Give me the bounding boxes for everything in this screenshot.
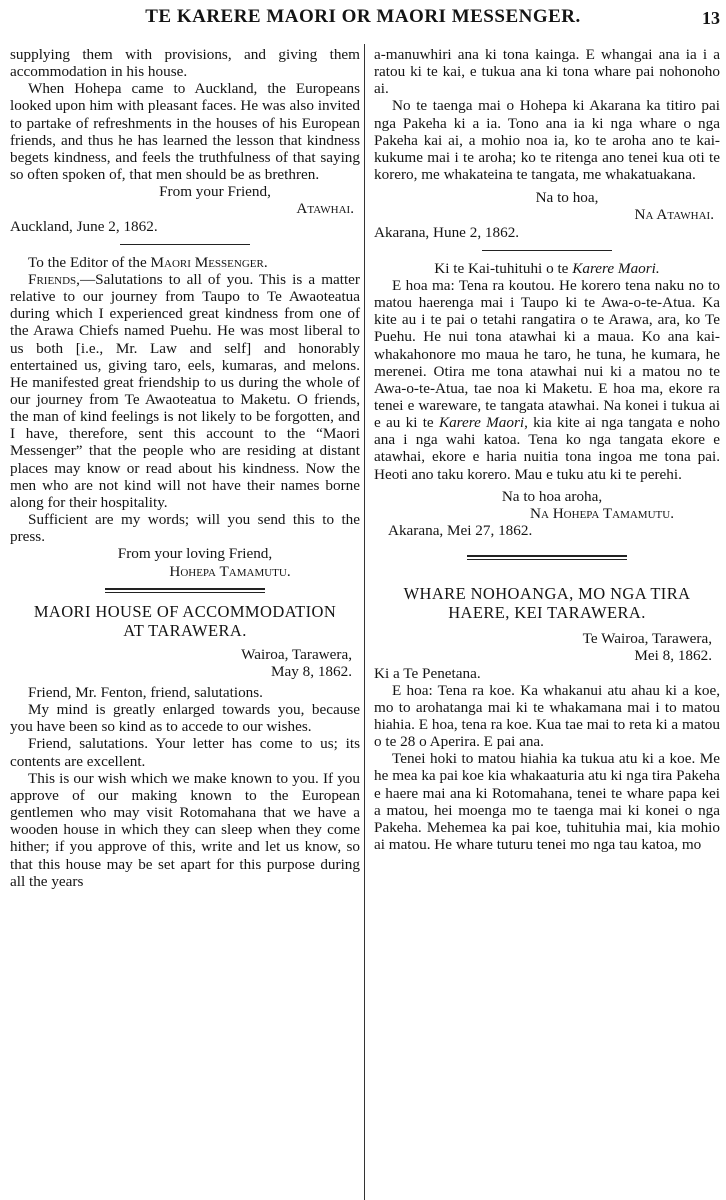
letter-paragraph: Friend, salutations. Your letter has come to us; its contents are excellent.	[10, 735, 360, 770]
salutation: Friends,	[28, 270, 80, 288]
section-rule	[120, 244, 250, 245]
section-double-rule	[105, 588, 265, 593]
date-line: Mei 8, 1862.	[634, 647, 712, 665]
continued-paragraph: supplying them with provisions, and giving them accommodation in his house.	[10, 46, 360, 81]
english-column	[10, 46, 360, 890]
signoff-line: From your loving Friend,	[117, 545, 273, 563]
date-line: May 8, 1862.	[271, 662, 352, 680]
letter-body: E hoa ma: Tena ra koutou. He korero tena naku no to matou haerenga mai i Taupo ki te Awa-o-te-Atua. Ka kite au i te pai o tetahi rangatira o te Arawa, ara, ko Te Puehu. He nui tona atawhai ki a maua. Ko ana kai-whakahonore mo maua he taro, he tuna, he kumara, he merenei. Otira me tona atawhai nui ki a matou no te Awa-o-te-Atua, tae noa ki Maketu. E hoa ma, ekore ra tenei e wareware, te tangata atawhai. Na konei i tukua ai e au ki te Karere Maori, kia kite ai nga tangata e noho ana i nga wahi katoa. Tena ko nga tangata ekore e atawhai, ekore e haria nuitia tona ingoa me tona pai. Heoti ano taku korero. Mau e tuku atu ki te perehi.	[374, 276, 720, 483]
dateline: Akarana, Hune 2, 1862.	[374, 223, 520, 241]
letter-paragraph: My mind is greatly enlarged towards you, because you have been so kind as to accede to our wishes.	[10, 701, 360, 736]
letter-greeting: Friend, Mr. Fenton, friend, salutations.	[28, 684, 263, 701]
page-number: 13	[702, 8, 720, 28]
letter-paragraph: This is our wish which we make known to you. If you approve of our making known to the European gentlemen who may visit Rotomahana that we have a wooden house in which they can sleep when they come hither; if you approve of this, write and let us know, so that this house may be set apart for this purpose during all the years	[10, 769, 360, 890]
signoff-name: Atawhai.	[296, 200, 354, 218]
maori-column	[374, 46, 720, 853]
letter-greeting: Ki a Te Penetana.	[374, 664, 481, 682]
signoff-name: Na Hohepa Tamamutu.	[530, 504, 674, 522]
dateline: Akarana, Mei 27, 1862.	[388, 522, 533, 540]
running-title: TE KARERE MAORI OR MAORI MESSENGER.	[145, 6, 581, 27]
section-double-rule	[467, 555, 627, 560]
section-rule	[482, 250, 612, 251]
hohepa-paragraph: When Hohepa came to Auckland, the Europeans looked upon him with pleasant faces. He was also invited to partake of refreshments in the houses of his European friends, and thus he has learned the lesson that kindness begets kindness, and feels the truthfulness of that saying so often spoken of, that men should be as brethren.	[10, 80, 360, 184]
letter-body: Friends,—Salutations to all of you. This is a matter relative to our journey from Taupo to Te Awaoteatua during which I experienced great kindness from one of the Arawa Chiefs named Puehu. He was most liberal to us both [i.e., Mr. Law and self] and honorably entertained us, giving taro, eels, kumaras, and melons. He manifested great friendship to us during the whole of our journey from Te Awaoteatua to Maketu. O friends, the man of kind feelings is not likely to be forgotten, and I have, therefore, sent this account to the “Maori Messenger” that the people who are residing at distant places may know or read about his kindness. Now the men who are not kind will not have their names borne along for their hospitality.	[10, 270, 360, 511]
continued-paragraph: a-manuwhiri ana ki tona kainga. E whangai ana ia i a ratou ki te kai, e tukua ana ki tona whare pai nohonoho ai.	[374, 46, 720, 98]
signoff-name: Hohepa Tamamutu.	[169, 562, 291, 580]
page-header	[0, 6, 726, 32]
letter-closing: Sufficient are my words; will you send this to the press.	[10, 511, 360, 546]
letter-paragraph: E hoa: Tena ra koe. Ka whakanui atu ahau ki a koe, mo to arohatanga mai ki te whakamana mai i to matou hiahia. E hoa, tena ra koe. Kua tae mai to reta ki a matou o te 28 o Aperira. E pai ana.	[374, 681, 720, 751]
dateline: Auckland, June 2, 1862.	[10, 217, 158, 235]
article-heading: WHARE NOHOANGA, MO NGA TIRA HAERE, KEI TARAWERA.	[403, 584, 691, 623]
signoff-name: Na Atawhai.	[634, 206, 714, 224]
article-heading: MAORI HOUSE OF ACCOMMODATION AT TARAWERA.	[33, 601, 337, 640]
signoff-line: Na to hoa aroha,	[501, 487, 603, 505]
place-line: Wairoa, Tarawera,	[241, 645, 352, 663]
letter-address: Ki te Kai-tuhituhi o te Karere Maori.	[434, 259, 660, 277]
column-divider	[364, 44, 365, 1200]
letter-paragraph: Tenei hoki to matou hiahia ka tukua atu ki a koe. Me he mea ka pai koe kia whakaaturia atu ki nga tira Pakeha e haere mai ana ki Rotomahana, tenei te whare papa kei a matou, hei moenga mo te taenga mai ki konei o nga Pakeha. Mehemea ka pai koe, tuhituhia mai, kia mohio ai matou. He whare tuturu tenei mo nga tau katoa, mo	[374, 750, 720, 854]
hohepa-paragraph: No te taenga mai o Hohepa ki Akarana ka titiro pai nga Pakeha ki a ia. Tono ana ia ki nga whare o nga Pakeha kai ai, a mohio noa ia, ko te aroha ano te kai-kukume mai i te aroha; ko te ritenga ano tenei kua oti te korero, me whakateina te tangata, me whakatuakana.	[374, 97, 720, 184]
place-line: Te Wairoa, Tarawera,	[582, 630, 712, 648]
letter-address: To the Editor of the Maori Messenger.	[28, 253, 268, 271]
signoff-line: From your Friend,	[159, 183, 271, 201]
signoff-line: Na to hoa,	[535, 189, 599, 207]
